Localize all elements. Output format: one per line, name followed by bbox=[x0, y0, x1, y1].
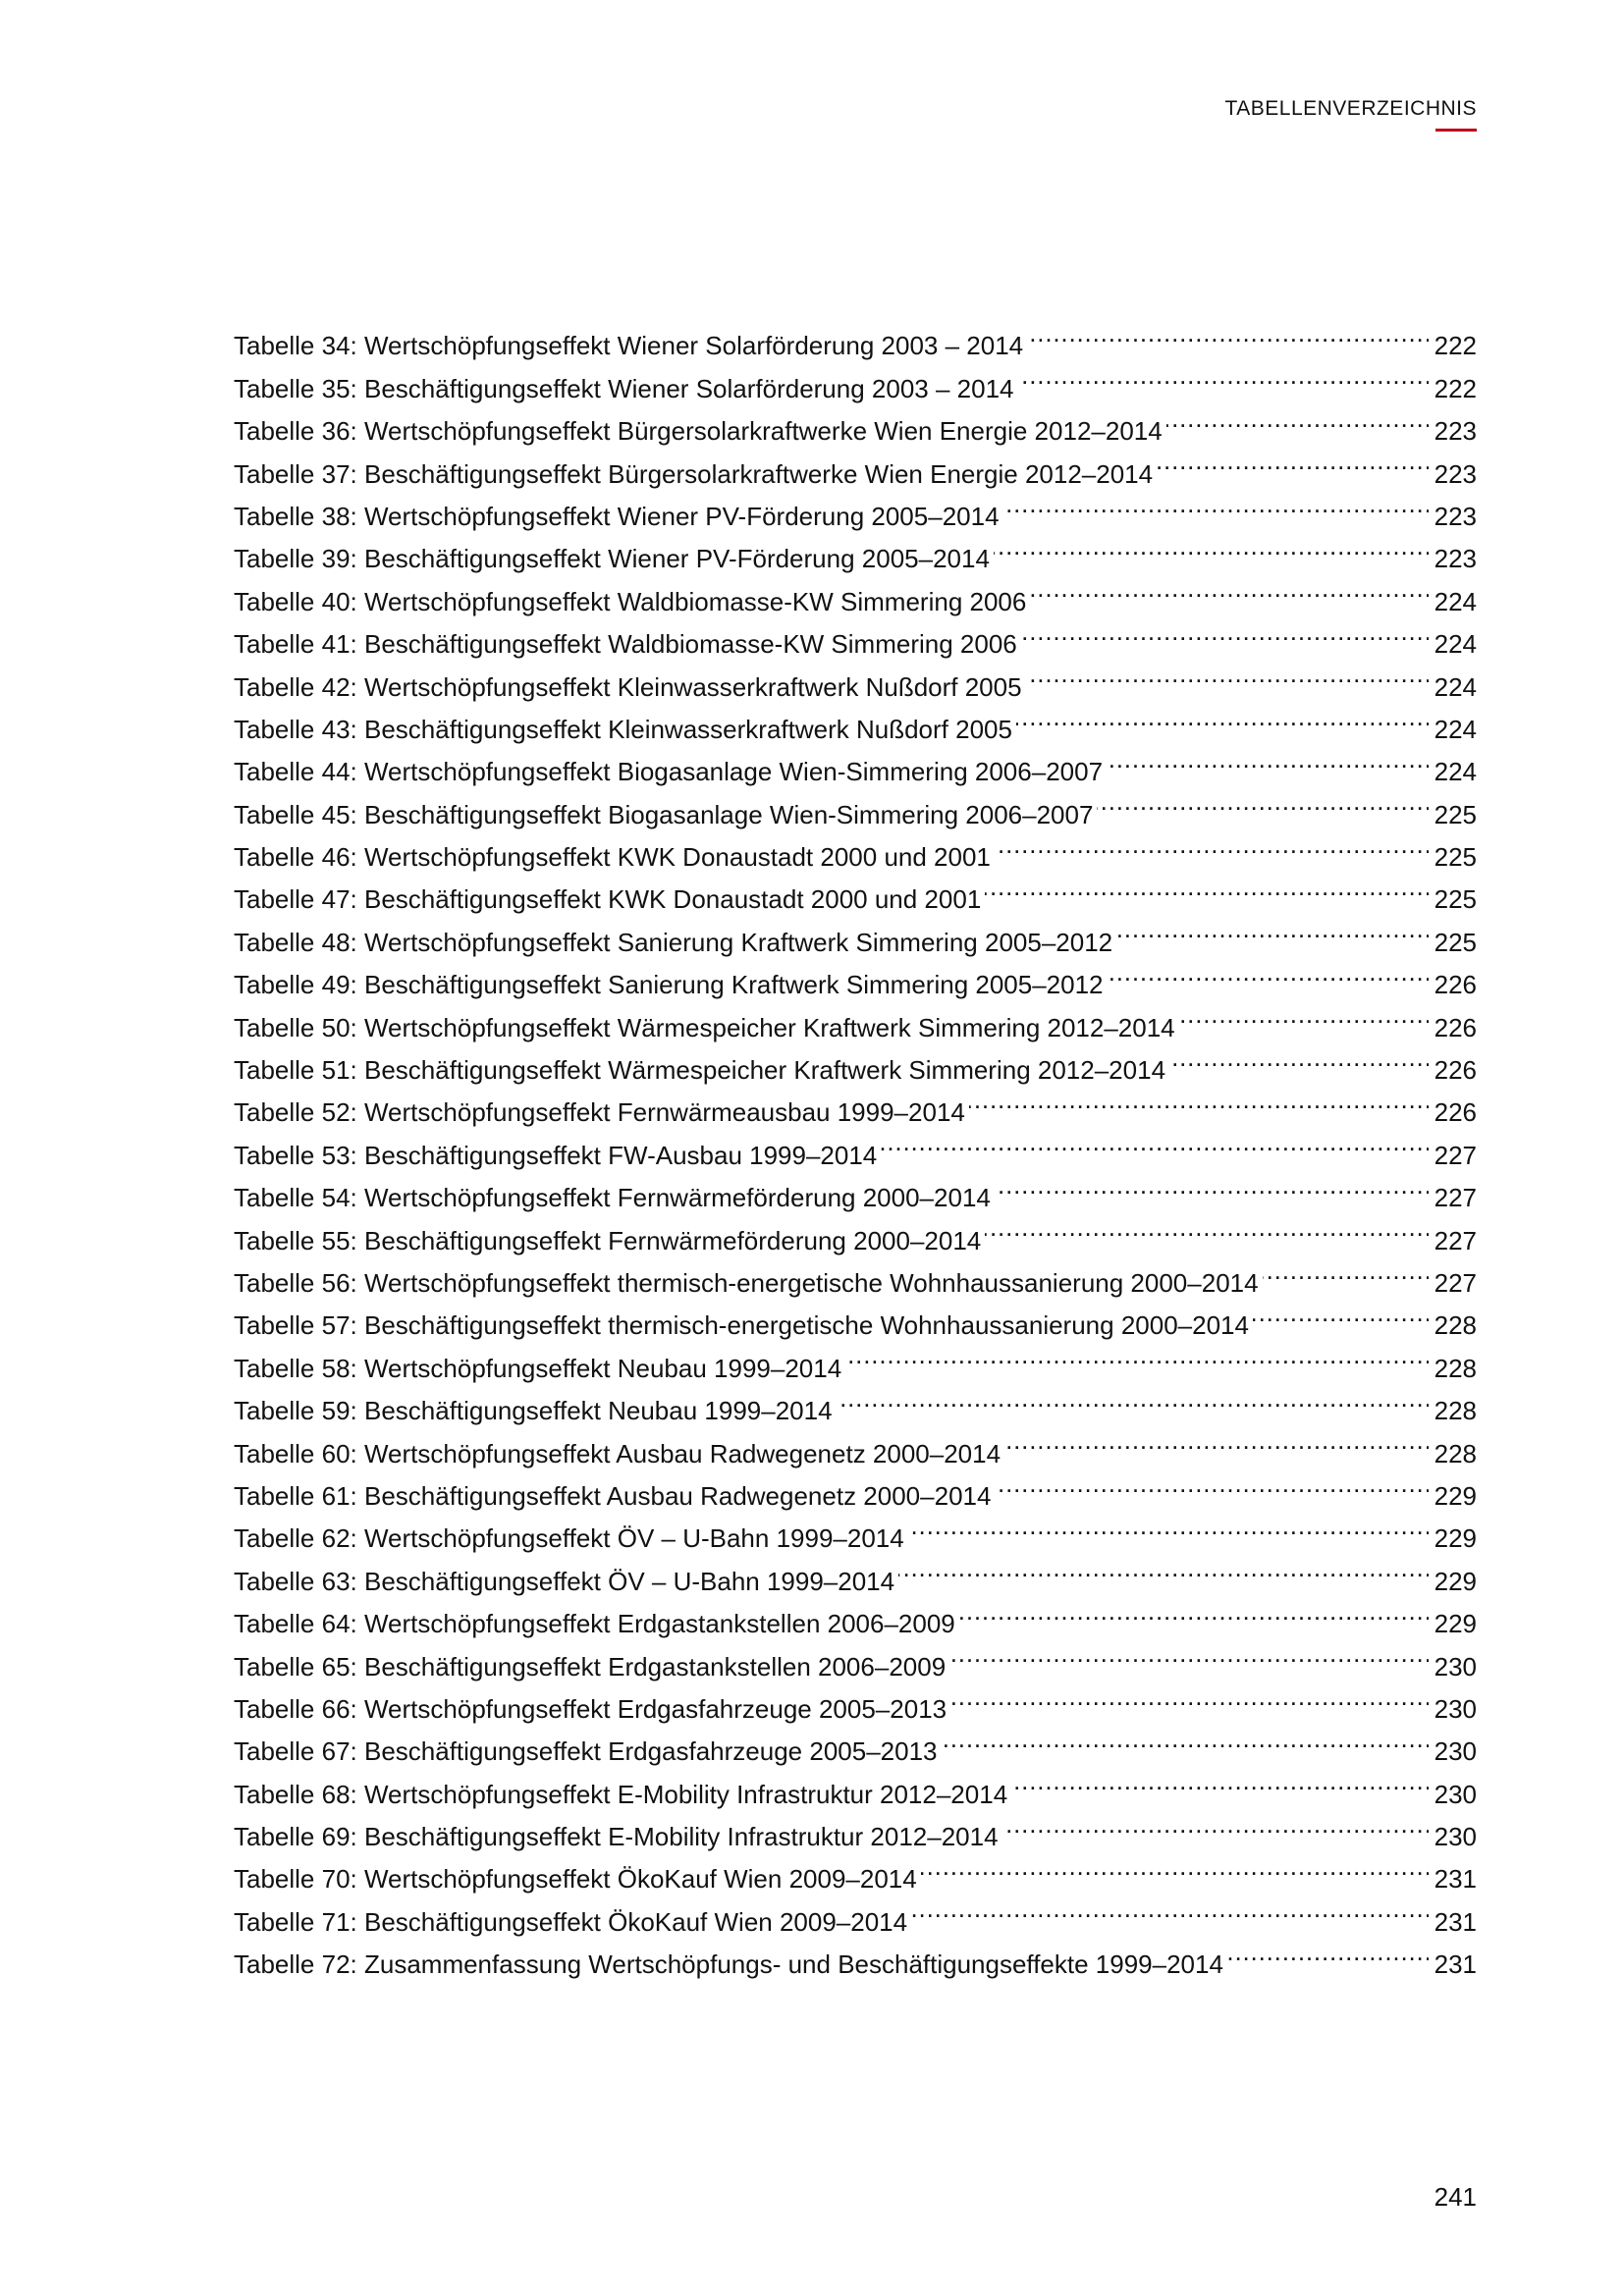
toc-entry-page: 230 bbox=[1434, 1822, 1477, 1852]
section-title: TABELLENVERZEICHNIS bbox=[1224, 97, 1477, 120]
toc-dot-leader bbox=[950, 1676, 1429, 1718]
toc-entry-label: Tabelle 61: Beschäftigungseffekt Ausbau Radwegenetz 2000–2014 bbox=[234, 1480, 992, 1511]
toc-entry-page: 226 bbox=[1434, 1055, 1477, 1086]
toc-entry-page: 226 bbox=[1434, 1097, 1477, 1128]
toc-dot-leader bbox=[1003, 483, 1429, 525]
toc-entry-page: 230 bbox=[1434, 1693, 1477, 1724]
toc-entry-page: 227 bbox=[1434, 1267, 1477, 1298]
toc-dot-leader bbox=[1253, 1292, 1429, 1334]
toc-entry-page: 229 bbox=[1434, 1566, 1477, 1596]
toc-entry-label: Tabelle 49: Beschäftigungseffekt Sanierung Kraftwerk Simmering 2005–2012 bbox=[234, 970, 1104, 1000]
toc-entry-page: 223 bbox=[1434, 416, 1477, 447]
toc-entry-page: 226 bbox=[1434, 1012, 1477, 1042]
toc-dot-leader bbox=[1016, 696, 1429, 738]
toc-entry-page: 226 bbox=[1434, 970, 1477, 1000]
toc-dot-leader bbox=[1004, 1419, 1429, 1462]
toc-entry-label: Tabelle 45: Beschäftigungseffekt Biogasanlage Wien-Simmering 2006–2007 bbox=[234, 799, 1094, 829]
toc-entry-page: 223 bbox=[1434, 544, 1477, 574]
toc-entry-label: Tabelle 38: Wertschöpfungseffekt Wiener PV-Förderung 2005–2014 bbox=[234, 501, 1000, 531]
toc-entry-label: Tabelle 36: Wertschöpfungseffekt Bürgersolarkraftwerke Wien Energie 2012–2014 bbox=[234, 416, 1163, 447]
toc-entry-page: 231 bbox=[1434, 1949, 1477, 1980]
toc-entry-page: 230 bbox=[1434, 1651, 1477, 1682]
toc-entry-page: 229 bbox=[1434, 1609, 1477, 1639]
toc-entry-page: 222 bbox=[1434, 331, 1477, 361]
toc-entry-label: Tabelle 67: Beschäftigungseffekt Erdgasfahrzeuge 2005–2013 bbox=[234, 1736, 938, 1767]
toc-entry-page: 224 bbox=[1434, 586, 1477, 616]
toc-entry-label: Tabelle 59: Beschäftigungseffekt Neubau 1999–2014 bbox=[234, 1396, 833, 1426]
toc-entry-label: Tabelle 57: Beschäftigungseffekt thermisch-energetische Wohnhaussanierung 2000–2014 bbox=[234, 1310, 1249, 1341]
toc-dot-leader bbox=[1026, 653, 1429, 695]
toc-dot-leader bbox=[845, 1334, 1428, 1376]
toc-entry-label: Tabelle 69: Beschäftigungseffekt E-Mobility Infrastruktur 2012–2014 bbox=[234, 1822, 999, 1852]
toc-entry-page: 231 bbox=[1434, 1906, 1477, 1937]
toc-dot-leader bbox=[1169, 1037, 1429, 1079]
toc-dot-leader bbox=[1263, 1250, 1429, 1292]
toc-entry-page: 229 bbox=[1434, 1480, 1477, 1511]
toc-dot-leader bbox=[1021, 611, 1429, 653]
toc-entry-page: 228 bbox=[1434, 1438, 1477, 1468]
header-accent-rule bbox=[1435, 129, 1477, 132]
toc-entry-page: 224 bbox=[1434, 714, 1477, 744]
toc-dot-leader bbox=[1018, 354, 1429, 397]
toc-entry-page: 228 bbox=[1434, 1396, 1477, 1426]
toc-entry-label: Tabelle 48: Wertschöpfungseffekt Sanierung Kraftwerk Simmering 2005–2012 bbox=[234, 927, 1113, 957]
toc-dot-leader bbox=[1097, 780, 1428, 823]
toc-dot-leader bbox=[995, 824, 1429, 866]
toc-entry-label: Tabelle 62: Wertschöpfungseffekt ÖV – U-Bahn 1999–2014 bbox=[234, 1523, 904, 1554]
toc-entry-label: Tabelle 34: Wertschöpfungseffekt Wiener Solarförderung 2003 – 2014 bbox=[234, 331, 1024, 361]
toc-entry-page: 230 bbox=[1434, 1736, 1477, 1767]
toc-entry-page: 224 bbox=[1434, 757, 1477, 787]
toc-dot-leader bbox=[1166, 398, 1429, 440]
toc-entry-page: 230 bbox=[1434, 1779, 1477, 1809]
toc-dot-leader bbox=[1179, 993, 1429, 1036]
toc-entry-label: Tabelle 60: Wertschöpfungseffekt Ausbau Radwegenetz 2000–2014 bbox=[234, 1438, 1001, 1468]
toc-dot-leader bbox=[995, 1164, 1429, 1206]
toc-dot-leader bbox=[837, 1377, 1429, 1419]
toc-entry-page: 227 bbox=[1434, 1140, 1477, 1170]
toc-entry-page: 225 bbox=[1434, 884, 1477, 915]
toc-entry-page: 225 bbox=[1434, 927, 1477, 957]
toc-entry-label: Tabelle 41: Beschäftigungseffekt Waldbiomasse-KW Simmering 2006 bbox=[234, 629, 1017, 660]
toc-entry-label: Tabelle 46: Wertschöpfungseffekt KWK Donaustadt 2000 und 2001 bbox=[234, 842, 991, 873]
toc-entry-label: Tabelle 64: Wertschöpfungseffekt Erdgastankstellen 2006–2009 bbox=[234, 1609, 955, 1639]
toc-entry-page: 225 bbox=[1434, 842, 1477, 873]
toc-dot-leader bbox=[1002, 1803, 1429, 1845]
toc-entry-page: 224 bbox=[1434, 671, 1477, 702]
toc-entry-page: 227 bbox=[1434, 1183, 1477, 1213]
toc-entry-page: 229 bbox=[1434, 1523, 1477, 1554]
running-header bbox=[1224, 96, 1477, 122]
toc-dot-leader bbox=[908, 1505, 1429, 1547]
toc-dot-leader bbox=[1107, 738, 1429, 780]
toc-dot-leader bbox=[1157, 440, 1429, 482]
toc-entry[interactable] bbox=[234, 312, 1477, 361]
toc-entry-label: Tabelle 42: Wertschöpfungseffekt Kleinwasserkraftwerk Nußdorf 2005 bbox=[234, 671, 1022, 702]
toc-dot-leader bbox=[1108, 951, 1429, 993]
toc-dot-leader bbox=[949, 1632, 1428, 1675]
toc-entry-page: 223 bbox=[1434, 501, 1477, 531]
toc-entry-page: 228 bbox=[1434, 1353, 1477, 1383]
toc-dot-leader bbox=[881, 1121, 1428, 1163]
toc-entry-label: Tabelle 44: Wertschöpfungseffekt Biogasanlage Wien-Simmering 2006–2007 bbox=[234, 757, 1104, 787]
toc-entry-page: 224 bbox=[1434, 629, 1477, 660]
table-of-contents-list bbox=[234, 312, 1477, 1980]
toc-entry-page: 225 bbox=[1434, 799, 1477, 829]
toc-entry-label: Tabelle 50: Wertschöpfungseffekt Wärmespeicher Kraftwerk Simmering 2012–2014 bbox=[234, 1012, 1175, 1042]
toc-dot-leader bbox=[911, 1888, 1429, 1930]
toc-entry-label: Tabelle 40: Wertschöpfungseffekt Waldbiomasse-KW Simmering 2006 bbox=[234, 586, 1027, 616]
toc-dot-leader bbox=[969, 1079, 1429, 1121]
toc-entry-label: Tabelle 58: Wertschöpfungseffekt Neubau 1999–2014 bbox=[234, 1353, 842, 1383]
toc-entry-label: Tabelle 54: Wertschöpfungseffekt Fernwärmeförderung 2000–2014 bbox=[234, 1183, 991, 1213]
toc-entry-label: Tabelle 66: Wertschöpfungseffekt Erdgasfahrzeuge 2005–2013 bbox=[234, 1693, 947, 1724]
toc-entry-label: Tabelle 63: Beschäftigungseffekt ÖV – U-Bahn 1999–2014 bbox=[234, 1566, 895, 1596]
toc-entry-label: Tabelle 68: Wertschöpfungseffekt E-Mobility Infrastruktur 2012–2014 bbox=[234, 1779, 1008, 1809]
toc-entry-page: 231 bbox=[1434, 1864, 1477, 1895]
toc-dot-leader bbox=[942, 1718, 1429, 1760]
toc-entry-label: Tabelle 39: Beschäftigungseffekt Wiener PV-Förderung 2005–2014 bbox=[234, 544, 990, 574]
toc-dot-leader bbox=[898, 1547, 1429, 1589]
toc-dot-leader bbox=[985, 866, 1428, 908]
toc-entry-page: 228 bbox=[1434, 1310, 1477, 1341]
toc-dot-leader bbox=[1030, 567, 1428, 610]
toc-entry-label: Tabelle 43: Beschäftigungseffekt Kleinwasserkraftwerk Nußdorf 2005 bbox=[234, 714, 1012, 744]
toc-dot-leader bbox=[921, 1845, 1429, 1888]
toc-entry-page: 222 bbox=[1434, 373, 1477, 403]
page-number: 241 bbox=[1434, 2182, 1477, 2212]
toc-entry-label: Tabelle 52: Wertschöpfungseffekt Fernwärmeausbau 1999–2014 bbox=[234, 1097, 965, 1128]
toc-entry-label: Tabelle 55: Beschäftigungseffekt Fernwärmeförderung 2000–2014 bbox=[234, 1225, 982, 1255]
toc-entry-label: Tabelle 51: Beschäftigungseffekt Wärmespeicher Kraftwerk Simmering 2012–2014 bbox=[234, 1055, 1166, 1086]
toc-dot-leader bbox=[1227, 1931, 1429, 1973]
toc-entry-label: Tabelle 53: Beschäftigungseffekt FW-Ausbau 1999–2014 bbox=[234, 1140, 878, 1170]
toc-dot-leader bbox=[959, 1590, 1429, 1632]
toc-entry-label: Tabelle 56: Wertschöpfungseffekt thermisch-energetische Wohnhaussanierung 2000–2014 bbox=[234, 1267, 1259, 1298]
toc-dot-leader bbox=[1027, 312, 1429, 354]
toc-dot-leader bbox=[994, 525, 1429, 567]
toc-entry-label: Tabelle 72: Zusammenfassung Wertschöpfungs- und Beschäftigungseffekte 1999–2014 bbox=[234, 1949, 1223, 1980]
toc-entry-label: Tabelle 35: Beschäftigungseffekt Wiener Solarförderung 2003 – 2014 bbox=[234, 373, 1014, 403]
toc-entry-label: Tabelle 37: Beschäftigungseffekt Bürgersolarkraftwerke Wien Energie 2012–2014 bbox=[234, 458, 1154, 489]
toc-entry-label: Tabelle 71: Beschäftigungseffekt ÖkoKauf Wien 2009–2014 bbox=[234, 1906, 908, 1937]
toc-entry-label: Tabelle 47: Beschäftigungseffekt KWK Donaustadt 2000 und 2001 bbox=[234, 884, 982, 915]
toc-dot-leader bbox=[995, 1463, 1428, 1505]
toc-entry-label: Tabelle 70: Wertschöpfungseffekt ÖkoKauf Wien 2009–2014 bbox=[234, 1864, 917, 1895]
toc-dot-leader bbox=[1011, 1760, 1428, 1802]
toc-entry-page: 223 bbox=[1434, 458, 1477, 489]
toc-entry-page: 227 bbox=[1434, 1225, 1477, 1255]
toc-dot-leader bbox=[985, 1206, 1428, 1249]
toc-dot-leader bbox=[1116, 908, 1428, 950]
toc-entry-label: Tabelle 65: Beschäftigungseffekt Erdgastankstellen 2006–2009 bbox=[234, 1651, 947, 1682]
